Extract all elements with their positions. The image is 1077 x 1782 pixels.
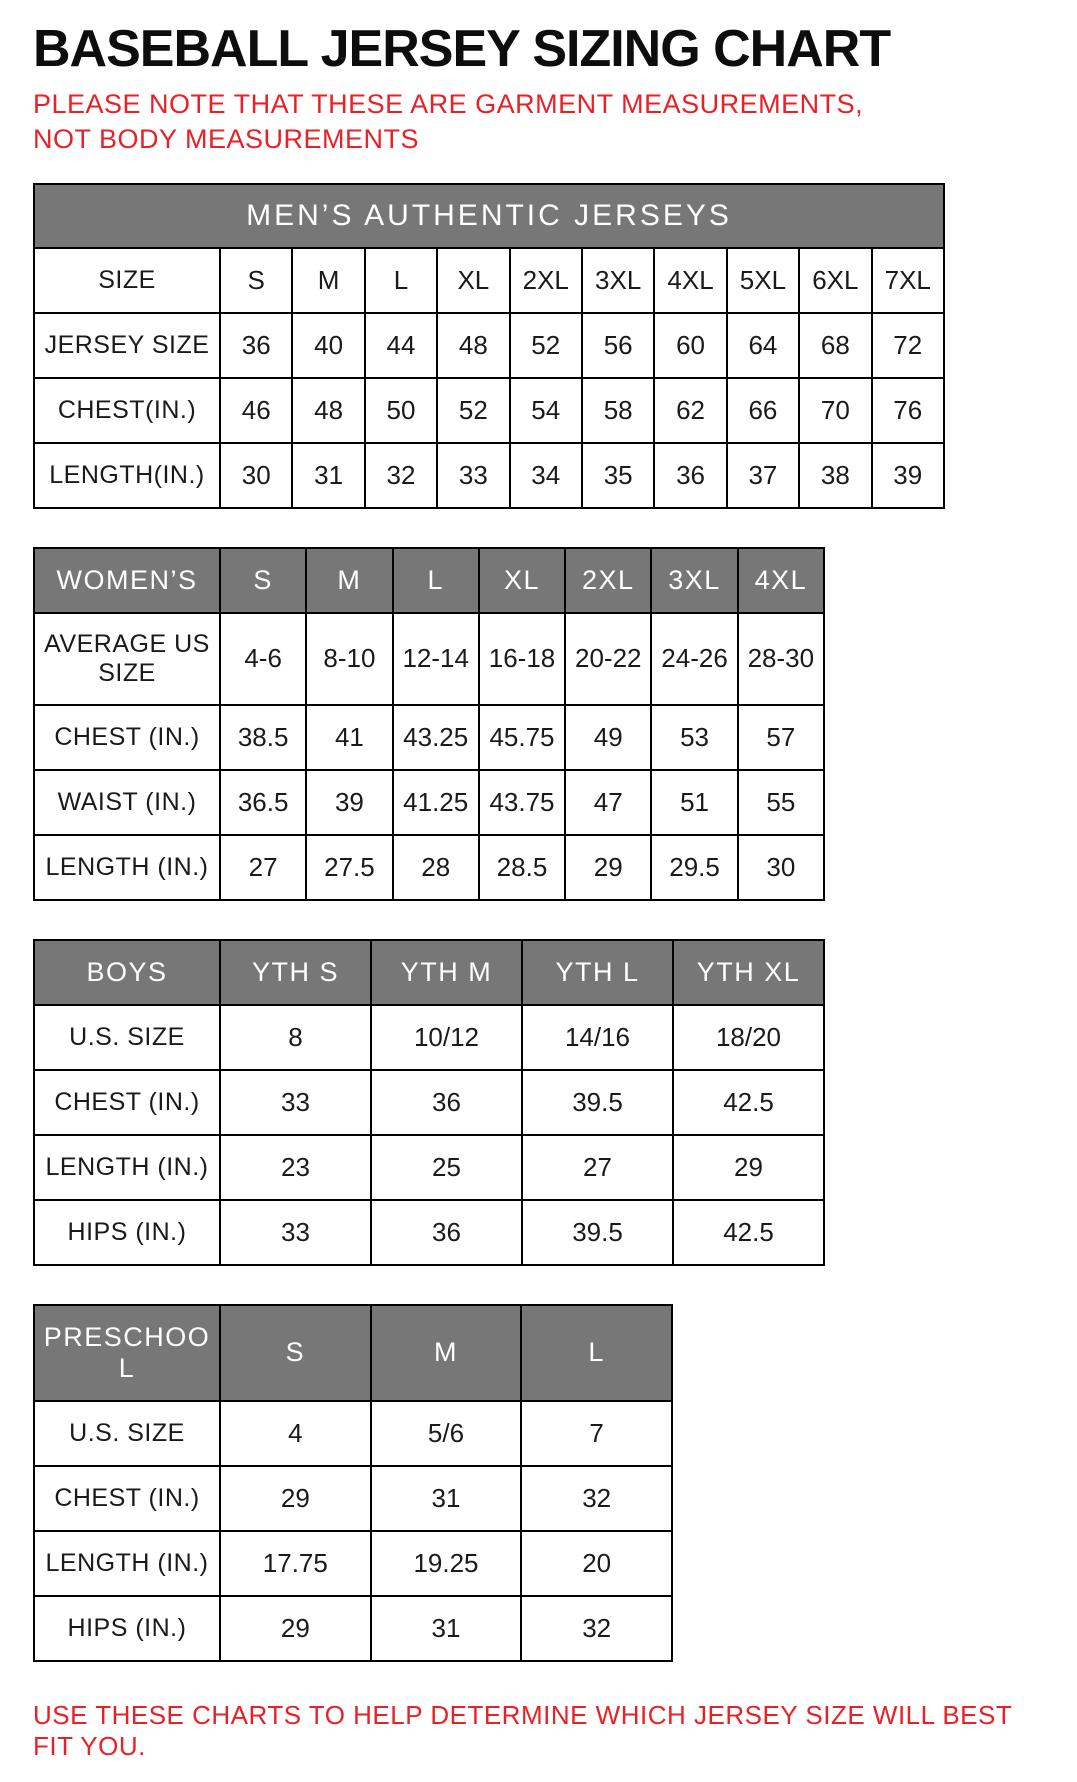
table-cell: 4 [220,1401,371,1466]
table-cell: 38.5 [220,705,306,770]
table-cell: 43.75 [479,770,565,835]
table-cell: LENGTH (IN.) [34,1531,220,1596]
table-cell: U.S. SIZE [34,1401,220,1466]
table-cell: 47 [565,770,651,835]
table-header-cell: 2XL [565,548,651,613]
table-header-cell: 4XL [738,548,824,613]
table-cell: 6XL [799,248,871,313]
table-cell: 20 [521,1531,672,1596]
table-cell: 53 [651,705,737,770]
table-cell: 41 [306,705,392,770]
table-cell: XL [437,248,509,313]
table-cell: 24-26 [651,613,737,705]
table-cell: 30 [220,443,292,508]
table-cell: 31 [292,443,364,508]
table-row [34,1070,824,1135]
table-row [34,1135,824,1200]
table-row [34,1466,672,1531]
table-cell: 23 [220,1135,371,1200]
table-cell: 32 [521,1596,672,1661]
table-cell: 36 [371,1070,522,1135]
table-header-cell: M [371,1305,522,1401]
table-cell: 7 [521,1401,672,1466]
table-cell: 10/12 [371,1005,522,1070]
table-cell: S [220,248,292,313]
table-row [34,1401,672,1466]
womens-sizing-table [33,547,825,901]
table-cell: 32 [521,1466,672,1531]
table-cell: 29 [673,1135,824,1200]
table-cell: 46 [220,378,292,443]
table-row [34,770,824,835]
table-row [34,705,824,770]
table-cell: 8-10 [306,613,392,705]
table-cell: 48 [292,378,364,443]
table-cell: 35 [582,443,654,508]
table-cell: L [365,248,437,313]
table-cell: 29 [220,1596,371,1661]
table-row [34,443,944,508]
table-cell: LENGTH (IN.) [34,1135,220,1200]
table-cell: 36.5 [220,770,306,835]
table-cell: 76 [872,378,944,443]
table-row [34,378,944,443]
table-cell: 68 [799,313,871,378]
table-cell: 70 [799,378,871,443]
table-cell: 42.5 [673,1070,824,1135]
table-cell: HIPS (IN.) [34,1200,220,1265]
table-header-cell: YTH M [371,940,522,1005]
boys-sizing-table [33,939,825,1266]
table-cell: CHEST (IN.) [34,1070,220,1135]
table-header-cell: L [521,1305,672,1401]
table-header-cell: YTH XL [673,940,824,1005]
table-cell: HIPS (IN.) [34,1596,220,1661]
table-cell: 3XL [582,248,654,313]
table-cell: 44 [365,313,437,378]
table-cell: 17.75 [220,1531,371,1596]
table-cell: 39.5 [522,1070,673,1135]
table-cell: 8 [220,1005,371,1070]
table-cell: 12-14 [393,613,479,705]
table-header-cell: S [220,548,306,613]
table-cell: 4-6 [220,613,306,705]
table-cell: 36 [220,313,292,378]
table-row [34,1200,824,1265]
table-row [34,548,824,613]
table-cell: CHEST (IN.) [34,1466,220,1531]
table-cell: 56 [582,313,654,378]
table-row [34,1596,672,1661]
mens-sizing-table [33,183,945,509]
table-header-cell: YTH L [522,940,673,1005]
table-header-cell: PRESCHOOL [34,1305,220,1401]
table-cell: 49 [565,705,651,770]
table-row [34,940,824,1005]
table-cell: 37 [727,443,799,508]
table-cell: 33 [220,1070,371,1135]
table-header-cell: XL [479,548,565,613]
table-cell: 60 [654,313,726,378]
table-cell: 39 [872,443,944,508]
table-header-cell: L [393,548,479,613]
table-header-cell: M [306,548,392,613]
table-cell: 29 [220,1466,371,1531]
table-cell: WAIST (IN.) [34,770,220,835]
table-cell: 2XL [510,248,582,313]
table-cell: 66 [727,378,799,443]
table-cell: 42.5 [673,1200,824,1265]
table-cell: 58 [582,378,654,443]
table-cell: 33 [437,443,509,508]
table-cell: 4XL [654,248,726,313]
table-cell: 52 [437,378,509,443]
table-row [34,613,824,705]
table-row [34,184,944,248]
table-cell: 28.5 [479,835,565,900]
table-cell: 39 [306,770,392,835]
table-cell: 39.5 [522,1200,673,1265]
table-cell: 50 [365,378,437,443]
table-cell: 32 [365,443,437,508]
table-cell: 40 [292,313,364,378]
table-header-cell: YTH S [220,940,371,1005]
table-cell: 28-30 [738,613,824,705]
table-cell: 25 [371,1135,522,1200]
table-header-cell: S [220,1305,371,1401]
table-row [34,1005,824,1070]
table-cell: 51 [651,770,737,835]
table-cell: 30 [738,835,824,900]
table-cell: 54 [510,378,582,443]
preschool-sizing-table [33,1304,673,1662]
page-title: BASEBALL JERSEY SIZING CHART [33,20,891,78]
table-cell: SIZE [34,248,220,313]
table-cell: 31 [371,1466,522,1531]
table-cell: 5XL [727,248,799,313]
table-cell: 14/16 [522,1005,673,1070]
table-row [34,248,944,313]
table-header-cell: WOMEN’S [34,548,220,613]
table-cell: 55 [738,770,824,835]
table-row [34,1531,672,1596]
footer-note: USE THESE CHARTS TO HELP DETERMINE WHICH JERSEY SIZE WILL BEST FIT YOU. [33,1699,1012,1761]
table-cell: 36 [371,1200,522,1265]
table-cell: U.S. SIZE [34,1005,220,1070]
table-cell: 27.5 [306,835,392,900]
table-cell: 33 [220,1200,371,1265]
table-header-cell: MEN’S AUTHENTIC JERSEYS [34,184,944,248]
table-cell: 16-18 [479,613,565,705]
table-cell: 27 [220,835,306,900]
table-cell: 57 [738,705,824,770]
table-cell: AVERAGE US SIZE [34,613,220,705]
table-cell: 28 [393,835,479,900]
table-cell: 29.5 [651,835,737,900]
table-cell: CHEST (IN.) [34,705,220,770]
table-cell: 52 [510,313,582,378]
table-cell: 5/6 [371,1401,522,1466]
table-row [34,313,944,378]
table-cell: 19.25 [371,1531,522,1596]
table-cell: 29 [565,835,651,900]
table-cell: 18/20 [673,1005,824,1070]
table-header-cell: BOYS [34,940,220,1005]
table-row [34,835,824,900]
table-cell: CHEST(IN.) [34,378,220,443]
table-cell: JERSEY SIZE [34,313,220,378]
table-cell: M [292,248,364,313]
table-cell: LENGTH(IN.) [34,443,220,508]
measurement-note: PLEASE NOTE THAT THESE ARE GARMENT MEASUREMENTS, NOT BODY MEASUREMENTS [33,88,864,154]
table-row [34,1305,672,1401]
table-cell: 34 [510,443,582,508]
table-cell: 72 [872,313,944,378]
table-cell: 38 [799,443,871,508]
table-cell: 31 [371,1596,522,1661]
table-cell: 27 [522,1135,673,1200]
table-cell: 36 [654,443,726,508]
table-cell: 20-22 [565,613,651,705]
table-cell: 62 [654,378,726,443]
table-header-cell: 3XL [651,548,737,613]
table-cell: LENGTH (IN.) [34,835,220,900]
table-cell: 64 [727,313,799,378]
table-cell: 43.25 [393,705,479,770]
table-cell: 45.75 [479,705,565,770]
table-cell: 48 [437,313,509,378]
table-cell: 7XL [872,248,944,313]
table-cell: 41.25 [393,770,479,835]
